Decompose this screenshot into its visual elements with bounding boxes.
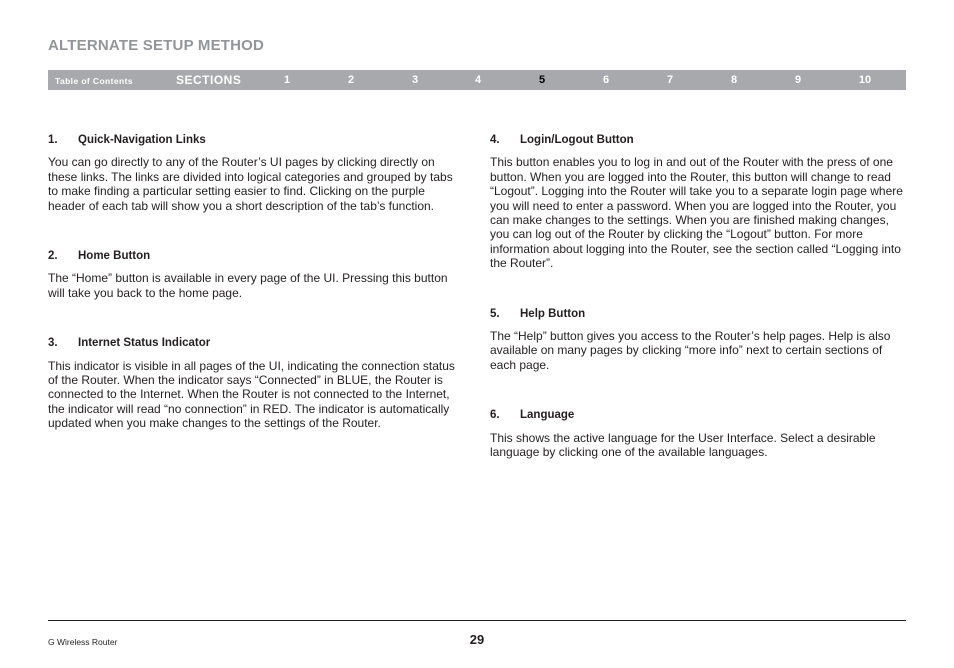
item-heading bbox=[490, 408, 908, 422]
item-heading bbox=[48, 336, 460, 350]
list-item bbox=[490, 133, 908, 271]
section-link-2[interactable]: 2 bbox=[347, 74, 355, 86]
item-title: Help Button bbox=[520, 307, 586, 320]
item-title: Login/Logout Button bbox=[520, 134, 634, 146]
item-title: Home Button bbox=[78, 250, 151, 263]
section-link-9[interactable]: 9 bbox=[794, 74, 802, 86]
section-link-8[interactable]: 8 bbox=[730, 74, 738, 86]
item-body: The “Help” button gives you access to the Router’s help pages. Help is also available on many pages by clicking “more info” next to certain sections of each page. bbox=[490, 329, 891, 372]
list-item bbox=[48, 249, 460, 300]
list-item bbox=[48, 336, 460, 430]
section-navigation-bar bbox=[48, 70, 906, 90]
list-item bbox=[490, 408, 908, 459]
item-body: The “Home” button is available in every page of the UI. Pressing this button will take you back to the home page. bbox=[48, 271, 448, 300]
item-body: You can go directly to any of the Router’s UI pages by clicking directly on these links. The links are divided into logical categories and grouped by tabs to make finding a particular setting easier to find. Clicking on the purple header of each tab will show you a short description of the tab’s function. bbox=[48, 155, 453, 213]
section-link-6[interactable]: 6 bbox=[602, 74, 610, 86]
item-number: 2. bbox=[48, 250, 58, 263]
sections-label: SECTIONS bbox=[176, 73, 242, 87]
item-body: This button enables you to log in and out of the Router with the press of one button. When you are logged into the Router, this button will change to read “Logout”. Logging into the Router will take you to a separate login page where you will need to enter a password. When you are logged into the Router, you can make changes to the settings. When you are finished making changes, you can log out of the Router by clicking the “Logout” button. For more information about logging into the Router, see the section called “Logging into the Router”. bbox=[490, 155, 903, 271]
section-link-10[interactable]: 10 bbox=[858, 74, 872, 86]
item-body: This shows the active language for the User Interface. Select a desirable language by clicking one of the available languages. bbox=[490, 430, 876, 460]
section-link-5-current[interactable]: 5 bbox=[538, 74, 546, 86]
page-number: 29 bbox=[469, 632, 485, 647]
table-of-contents-link[interactable]: Table of Contents bbox=[55, 76, 133, 86]
item-body: This indicator is visible in all pages of the UI, indicating the connection status of the Router. When the indicator says “Connected” in BLUE, the Router is connected to the Internet. When the Router is not connected to the Internet, the indicator will read “no connection” in RED. The indicator is automatically updated when you make changes to the settings of the Router. bbox=[48, 358, 455, 431]
section-title: ALTERNATE SETUP METHOD bbox=[48, 37, 265, 54]
list-item bbox=[490, 307, 908, 373]
list-item bbox=[48, 133, 460, 213]
section-link-1[interactable]: 1 bbox=[283, 74, 291, 86]
item-heading bbox=[48, 249, 460, 263]
item-number: 5. bbox=[490, 307, 500, 320]
item-heading bbox=[490, 133, 908, 147]
item-number: 4. bbox=[490, 134, 500, 146]
item-number: 6. bbox=[490, 409, 500, 422]
footer-divider bbox=[48, 620, 906, 621]
item-title: Language bbox=[520, 409, 575, 422]
section-link-4[interactable]: 4 bbox=[474, 74, 482, 86]
item-number: 3. bbox=[48, 337, 58, 350]
item-title: Quick-Navigation Links bbox=[78, 134, 206, 146]
item-title: Internet Status Indicator bbox=[78, 337, 211, 350]
right-column bbox=[490, 133, 908, 496]
section-link-3[interactable]: 3 bbox=[411, 74, 419, 86]
left-column bbox=[48, 133, 460, 467]
item-heading bbox=[490, 307, 908, 321]
footer-product-name: G Wireless Router bbox=[48, 637, 118, 647]
item-heading bbox=[48, 133, 460, 147]
item-number: 1. bbox=[48, 134, 58, 146]
section-link-7[interactable]: 7 bbox=[666, 74, 674, 86]
